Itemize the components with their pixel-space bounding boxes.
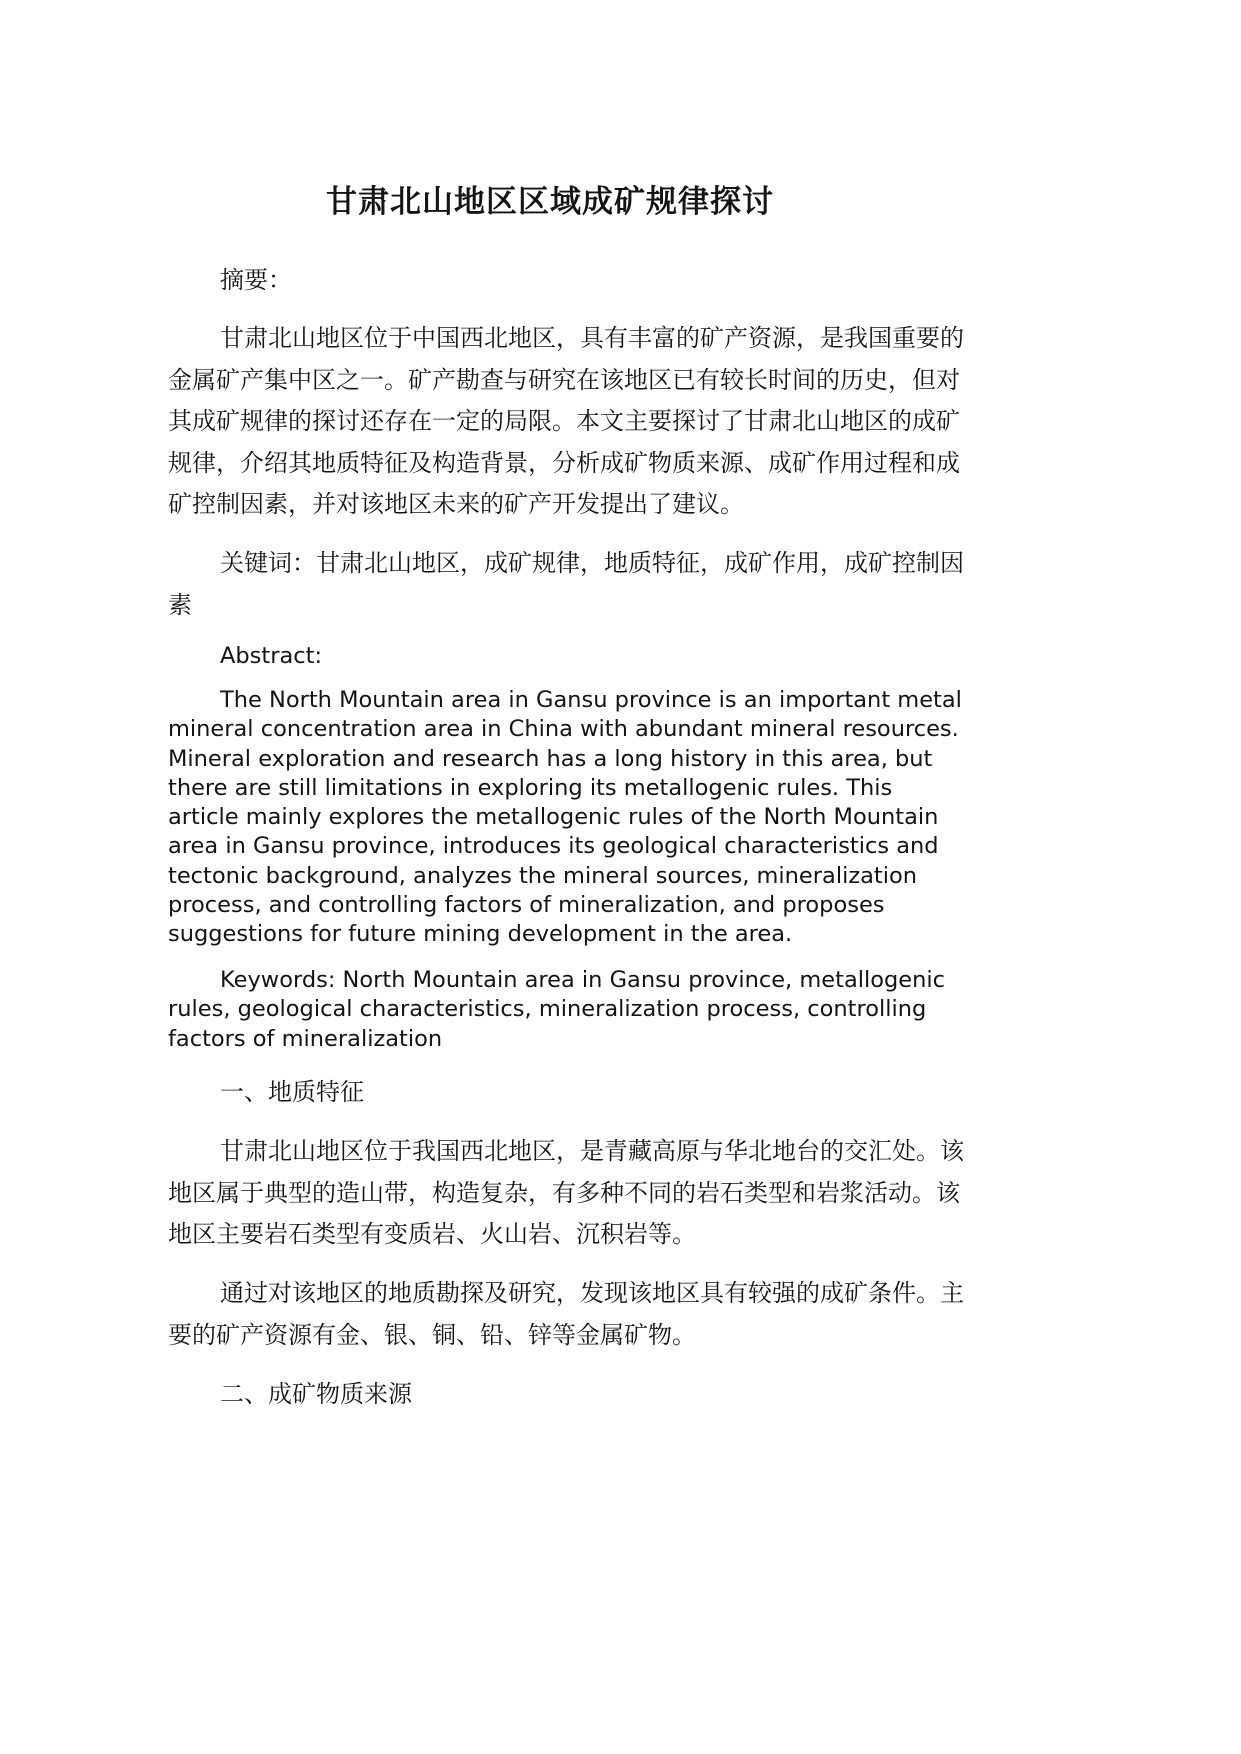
abstract-english: The North Mountain area in Gansu province is an important metal mineral concentration area in China with abundant mineral resources. Mineral exploration and research has a long history in this area, but there are still limitations in exploring its metallogenic rules. This article mainly explores the metallogenic rules of the North Mountain area in Gansu province, introduces its geological characteristics and tectonic background, analyzes the mineral sources, mineralization process, and controlling factors of mineralization, and proposes suggestions for future mining development in the area. [168,687,962,948]
section-heading-mineral-sources: 二、成矿物质来源 [220,1380,412,1408]
abstract-chinese: 甘肃北山地区位于中国西北地区，具有丰富的矿产资源，是我国重要的金属矿产集中区之一。矿产勘查与研究在该地区已有较长时间的历史，但对其成矿规律的探讨还存在一定的局限。本文主要探讨了甘肃北山地区的成矿规律，介绍其地质特征及构造背景，分析成矿物质来源、成矿作用过程和成矿控制因素，并对该地区未来的矿产开发提出了建议。 [168,324,964,518]
keywords-english: Keywords: North Mountain area in Gansu province, metallogenic rules, geological characteristics, mineralization process, controlling factors of mineralization [168,967,946,1052]
section-geology-paragraph-2: 通过对该地区的地质勘探及研究，发现该地区具有较强的成矿条件。主要的矿产资源有金、银、铜、铅、锌等金属矿物。 [168,1279,964,1349]
keywords-chinese: 关键词：甘肃北山地区，成矿规律，地质特征，成矿作用，成矿控制因素 [168,549,964,619]
document-title: 甘肃北山地区区域成矿规律探讨 [326,183,774,220]
abstract-label: 摘要： [220,266,292,294]
section-heading-geology: 一、地质特征 [220,1078,364,1106]
section-geology-paragraph-1: 甘肃北山地区位于我国西北地区，是青藏高原与华北地台的交汇处。该地区属于典型的造山带，构造复杂，有多种不同的岩石类型和岩浆活动。该地区主要岩石类型有变质岩、火山岩、沉积岩等。 [168,1137,964,1248]
abstract-english-label: Abstract: [220,643,323,669]
